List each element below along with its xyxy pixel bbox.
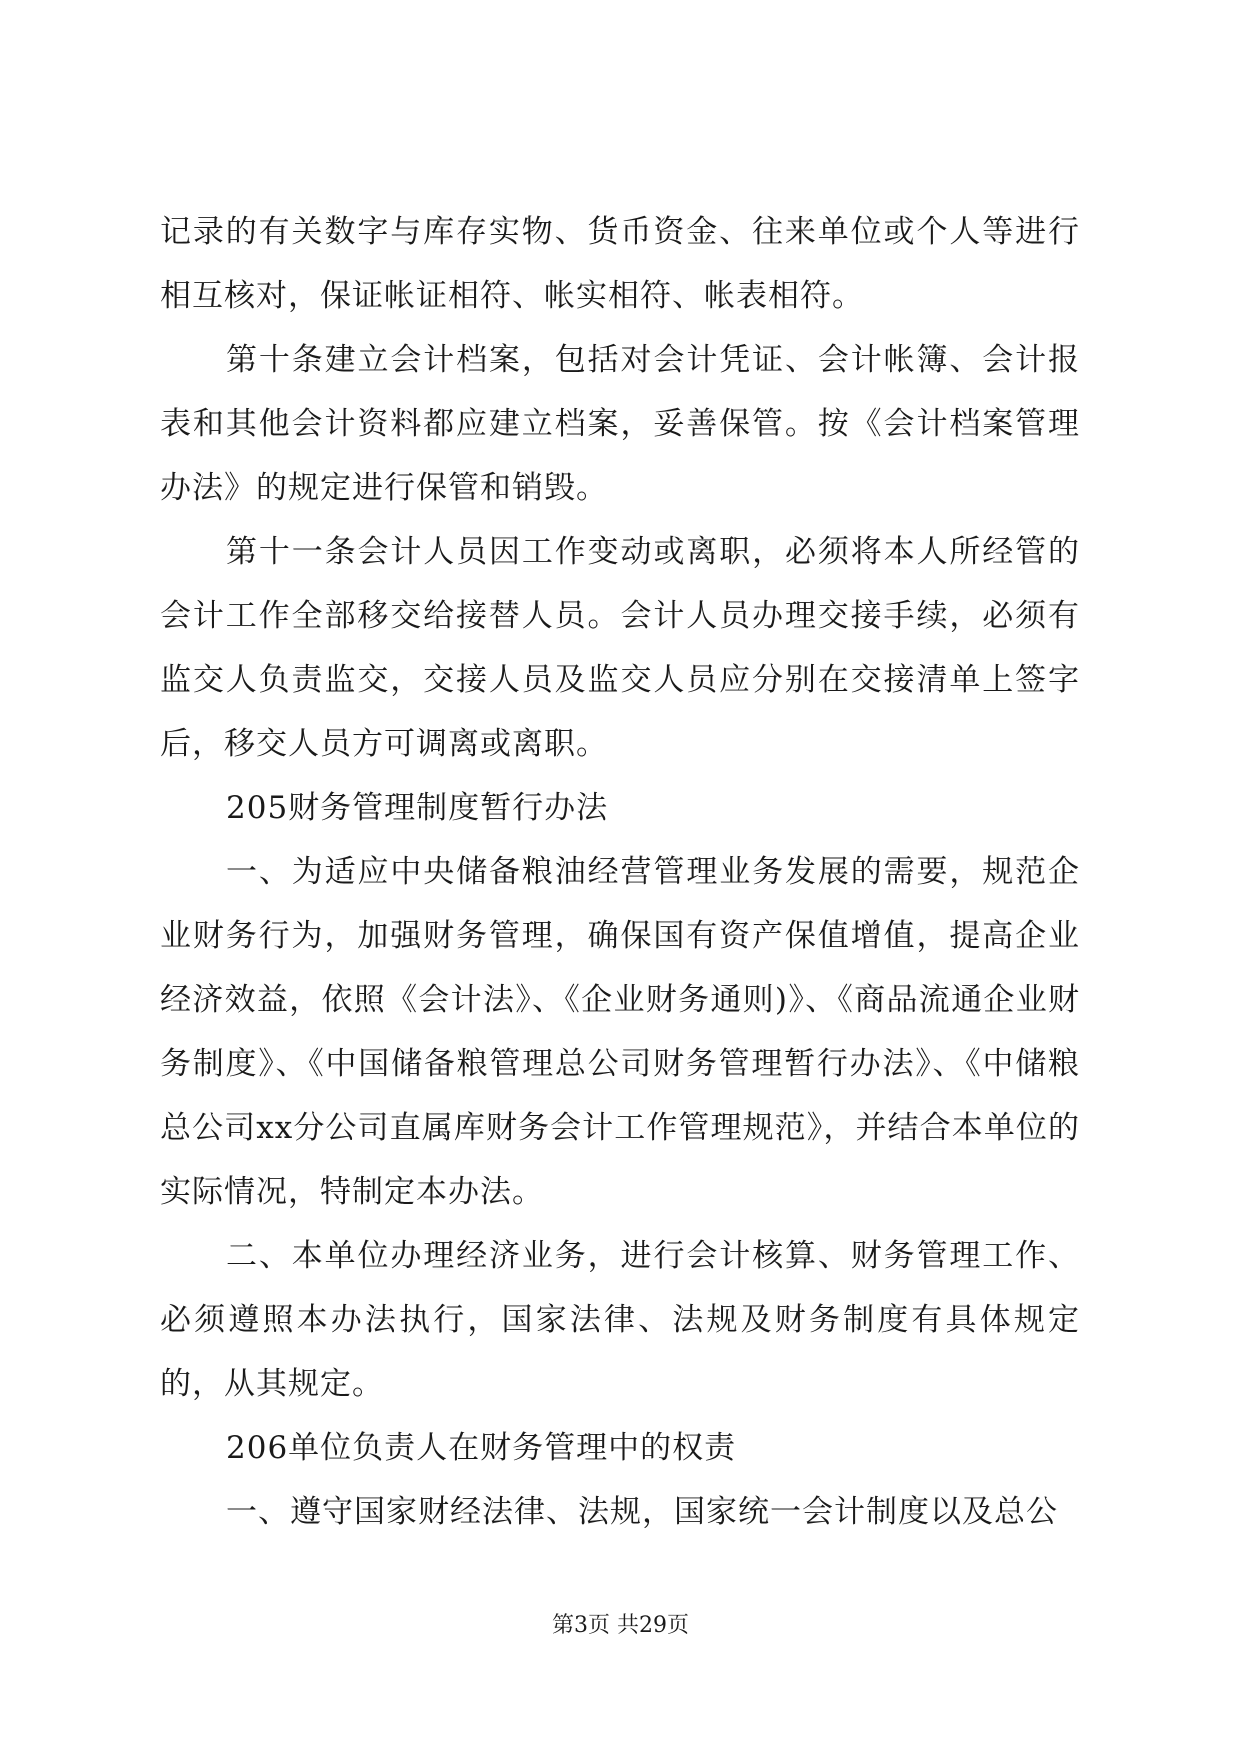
document-body bbox=[160, 200, 1080, 1544]
section-heading-206: 206单位负责人在财务管理中的权责 bbox=[226, 1430, 737, 1466]
section-heading-205: 205财务管理制度暂行办法 bbox=[226, 790, 609, 826]
paragraph-continuation: 记录的有关数字与库存实物、货币资金、往来单位或个人等进行相互核对，保证帐证相符、帐实相符、帐表相符。 bbox=[160, 214, 1080, 314]
paragraph-206-item-1: 一、遵守国家财经法律、法规，国家统一会计制度以及总公 bbox=[226, 1494, 1058, 1530]
paragraph-205-item-1: 一、为适应中央储备粮油经营管理业务发展的需要，规范企业财务行为，加强财务管理，确保国有资产保值增值，提高企业经济效益，依照《会计法》、《企业财务通则)》、《商品流通企业财务制度》、《中国储备粮管理总公司财务管理暂行办法》、《中储粮总公司xx分公司直属库财务会计工作管理规范》，并结合本单位的实际情况，特制定本办法。 bbox=[160, 854, 1080, 1210]
page-number-footer: 第3页 共29页 bbox=[552, 1613, 689, 1638]
paragraph-205-item-2: 二、本单位办理经济业务，进行会计核算、财务管理工作、必须遵照本办法执行，国家法律、法规及财务制度有具体规定的，从其规定。 bbox=[160, 1238, 1080, 1402]
paragraph-article-11: 第十一条会计人员因工作变动或离职，必须将本人所经管的会计工作全部移交给接替人员。会计人员办理交接手续，必须有监交人负责监交，交接人员及监交人员应分别在交接清单上签字后，移交人员方可调离或离职。 bbox=[160, 534, 1080, 762]
paragraph-article-10: 第十条建立会计档案，包括对会计凭证、会计帐簿、会计报表和其他会计资料都应建立档案，妥善保管。按《会计档案管理办法》的规定进行保管和销毁。 bbox=[160, 342, 1080, 506]
